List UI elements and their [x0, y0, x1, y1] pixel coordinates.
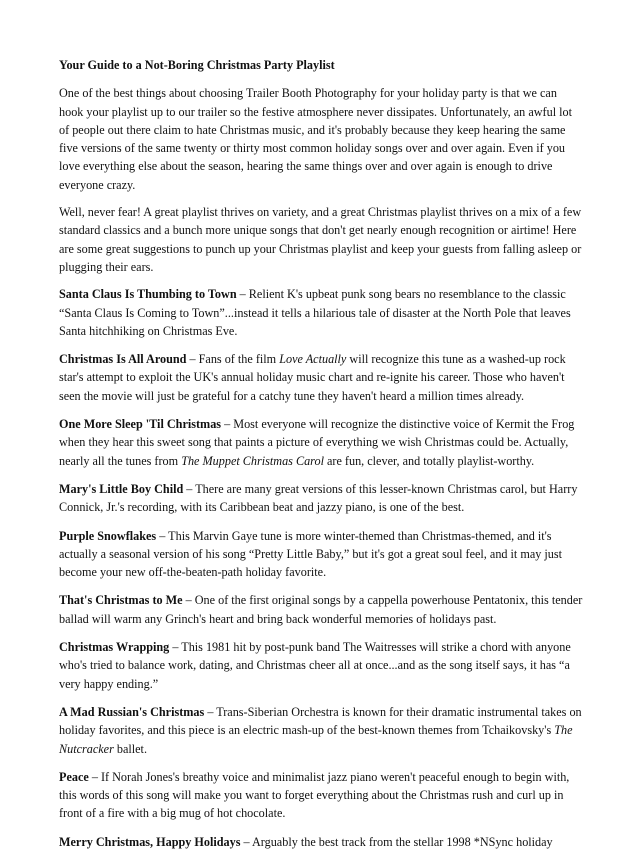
song-entry	[59, 285, 583, 340]
intro-paragraph: One of the best things about choosing Trailer Booth Photography for your holiday party is that we can hook your playlist up to our trailer so the festive atmosphere never dissipates. Unfortunately, an awful lot of people out there claim to hate Christmas music, and it's probably because they keep hearing the same five versions of the same twenty or thirty most common holiday songs over and over again. Even if you love everything else about the season, hearing the same things over and over again is enough to drive everyone crazy.	[59, 86, 572, 192]
song-description: – If Norah Jones's breathy voice and minimalist jazz piano weren't peaceful enough to begin with, this words of this song will make you want to forget everything about the Christmas rush and curl up in front of a fire with a big mug of hot chocolate.	[59, 769, 570, 821]
song-title: Christmas Is All Around	[59, 352, 187, 367]
song-title: Santa Claus Is Thumbing to Town	[59, 287, 237, 302]
work-title: The Nutcracker	[59, 723, 573, 756]
song-title: Peace	[59, 769, 89, 784]
song-title: Christmas Wrapping	[59, 640, 170, 655]
film-title: The Muppet Christmas Carol	[181, 453, 324, 468]
song-title: Mary's Little Boy Child	[59, 481, 184, 496]
song-title: One More Sleep 'Til Christmas	[59, 417, 222, 432]
document-title: Your Guide to a Not-Boring Christmas Party Playlist	[59, 58, 335, 72]
song-description: – Arguably the best track from the stellar 1998 *NSync holiday	[240, 834, 553, 849]
song-entry	[59, 415, 583, 470]
song-entry	[59, 591, 583, 628]
song-entry	[59, 703, 583, 758]
film-title: Love Actually	[279, 352, 347, 367]
song-entry	[59, 350, 583, 405]
song-description: – This Marvin Gaye tune is more winter-themed than Christmas-themed, and it's actually a seasonal version of his song “Pretty Little Baby,” but it's got a great soul feel, and it may just become your new off-the-beaten-path holiday favorite.	[59, 528, 563, 580]
song-description: – Trans-Siberian Orchestra is known for their dramatic instrumental takes on holiday favorites, and this piece is an electric mash-up of the best-known themes from Tchaikovsky's	[59, 704, 582, 738]
song-entry	[59, 768, 583, 823]
song-description: ballet.	[113, 741, 147, 756]
song-entry	[59, 638, 583, 693]
song-entry	[59, 527, 583, 582]
song-description: – There are many great versions of this lesser-known Christmas carol, but Harry Connick, Jr.'s recording, with its Caribbean beat and jazzy piano, is one of the best.	[59, 481, 578, 515]
song-description: – This 1981 hit by post-punk band The Waitresses will strike a chord with anyone who's tried to balance work, dating, and Christmas cheer all at once...and as the song itself says, it has “a very happy ending.”	[59, 640, 571, 691]
song-title: A Mad Russian's Christmas	[59, 704, 205, 719]
intro-paragraph: Well, never fear! A great playlist thrives on variety, and a great Christmas playlist thrives on a mix of a few standard classics and a bunch more unique songs that don't get nearly enough recognition or airtime! Here are some great suggestions to punch up your Christmas playlist and keep your guests from falling asleep or plugging their ears.	[59, 205, 582, 274]
song-title: Merry Christmas, Happy Holidays	[59, 834, 241, 849]
song-description: – One of the first original songs by a cappella powerhouse Pentatonix, this tender ballad will warm any Grinch's heart and bring back wonderful memories of holidays past.	[59, 593, 583, 626]
song-title: That's Christmas to Me	[59, 593, 183, 608]
song-entry	[59, 833, 583, 851]
document-page	[59, 56, 583, 861]
song-description: – Relient K's upbeat punk song bears no resemblance to the classic “Santa Claus Is Coming to Town”...instead it tells a hilarious tale of disaster at the North Pole that leaves Santa hitchhiking on Christmas Eve.	[59, 287, 571, 338]
song-description: – Most everyone will recognize the distinctive voice of Kermit the Frog when they hear this sweet song that paints a picture of everything we wish Christmas could be. Actually, nearly all the tunes from	[59, 417, 575, 468]
song-description: will recognize this tune as a washed-up rock star's attempt to exploit the UK's annual holiday music chart and re-ignite his career. Those who haven't seen the movie will just be grateful for a catchy tune they haven't heard a million times already.	[59, 352, 566, 403]
song-title: Purple Snowflakes	[59, 528, 157, 543]
song-description: – Fans of the film	[186, 352, 280, 367]
song-entry	[59, 480, 583, 517]
song-description: are fun, clever, and totally playlist-worthy.	[323, 453, 535, 468]
